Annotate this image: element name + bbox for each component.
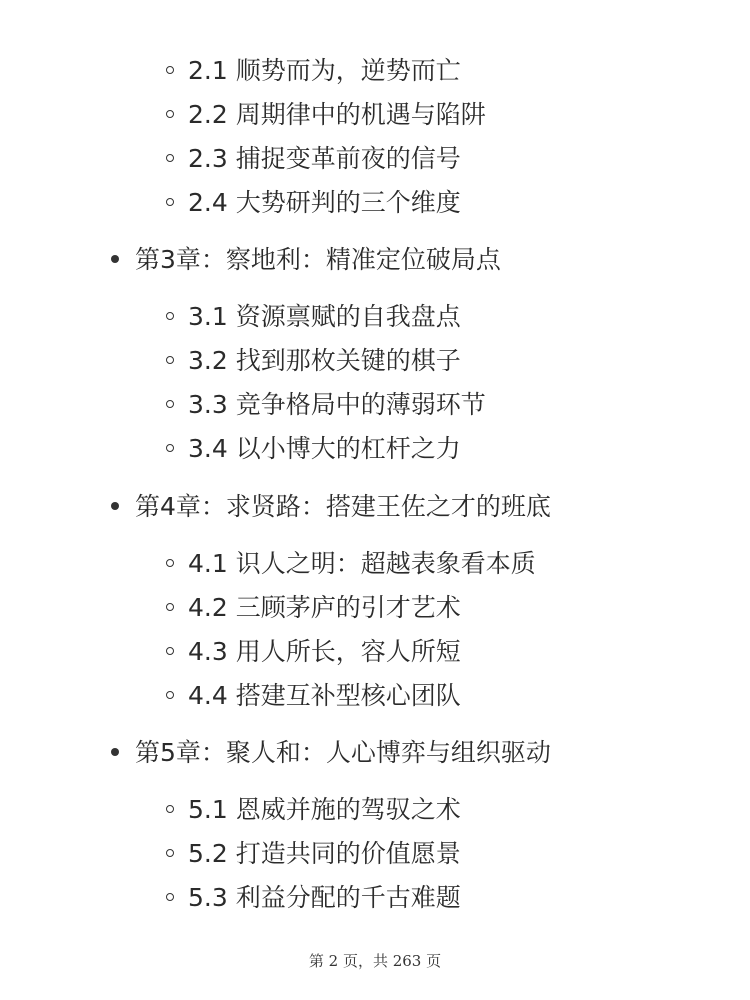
section-title: 5.3 利益分配的千古难题 <box>188 883 461 912</box>
chapter-heading <box>111 490 551 524</box>
section-item <box>166 635 461 669</box>
hollow-bullet-icon <box>166 356 174 364</box>
section-item <box>166 300 461 334</box>
section-title: 3.2 找到那枚关键的棋子 <box>188 346 461 375</box>
section-title: 5.2 打造共同的价值愿景 <box>188 839 461 868</box>
chapter-heading <box>111 243 501 277</box>
section-item <box>166 591 461 625</box>
hollow-bullet-icon <box>166 444 174 452</box>
hollow-bullet-icon <box>166 66 174 74</box>
section-item <box>166 388 486 422</box>
hollow-bullet-icon <box>166 198 174 206</box>
section-item <box>166 679 461 713</box>
hollow-bullet-icon <box>166 849 174 857</box>
chapter-heading <box>111 736 551 770</box>
section-title: 4.2 三顾茅庐的引才艺术 <box>188 593 461 622</box>
section-title: 3.3 竞争格局中的薄弱环节 <box>188 390 486 419</box>
section-title: 2.3 捕捉变革前夜的信号 <box>188 144 461 173</box>
chapter-title: 第3章：察地利：精准定位破局点 <box>135 245 501 274</box>
section-item <box>166 432 461 466</box>
hollow-bullet-icon <box>166 893 174 901</box>
hollow-bullet-icon <box>166 647 174 655</box>
hollow-bullet-icon <box>166 559 174 567</box>
hollow-bullet-icon <box>166 603 174 611</box>
section-title: 5.1 恩威并施的驾驭之术 <box>188 795 461 824</box>
hollow-bullet-icon <box>166 154 174 162</box>
section-item <box>166 881 461 915</box>
hollow-bullet-icon <box>166 805 174 813</box>
section-title: 2.1 顺势而为，逆势而亡 <box>188 56 461 85</box>
filled-bullet-icon <box>111 255 119 263</box>
section-title: 4.3 用人所长，容人所短 <box>188 637 461 666</box>
filled-bullet-icon <box>111 748 119 756</box>
chapter-title: 第4章：求贤路：搭建王佐之才的班底 <box>135 492 551 521</box>
hollow-bullet-icon <box>166 400 174 408</box>
section-title: 3.1 资源禀赋的自我盘点 <box>188 302 461 331</box>
section-item <box>166 837 461 871</box>
section-item <box>166 54 461 88</box>
page-number-footer: 第 2 页，共 263 页 <box>308 952 442 970</box>
section-title: 2.2 周期律中的机遇与陷阱 <box>188 100 486 129</box>
section-item <box>166 98 486 132</box>
section-item <box>166 547 536 581</box>
hollow-bullet-icon <box>166 691 174 699</box>
section-title: 2.4 大势研判的三个维度 <box>188 188 461 217</box>
chapter-title: 第5章：聚人和：人心博弈与组织驱动 <box>135 738 551 767</box>
section-item <box>166 142 461 176</box>
section-title: 3.4 以小博大的杠杆之力 <box>188 434 461 463</box>
section-item <box>166 793 461 827</box>
section-item <box>166 186 461 220</box>
filled-bullet-icon <box>111 502 119 510</box>
section-item <box>166 344 461 378</box>
hollow-bullet-icon <box>166 110 174 118</box>
section-title: 4.4 搭建互补型核心团队 <box>188 681 461 710</box>
section-title: 4.1 识人之明：超越表象看本质 <box>188 549 536 578</box>
hollow-bullet-icon <box>166 312 174 320</box>
